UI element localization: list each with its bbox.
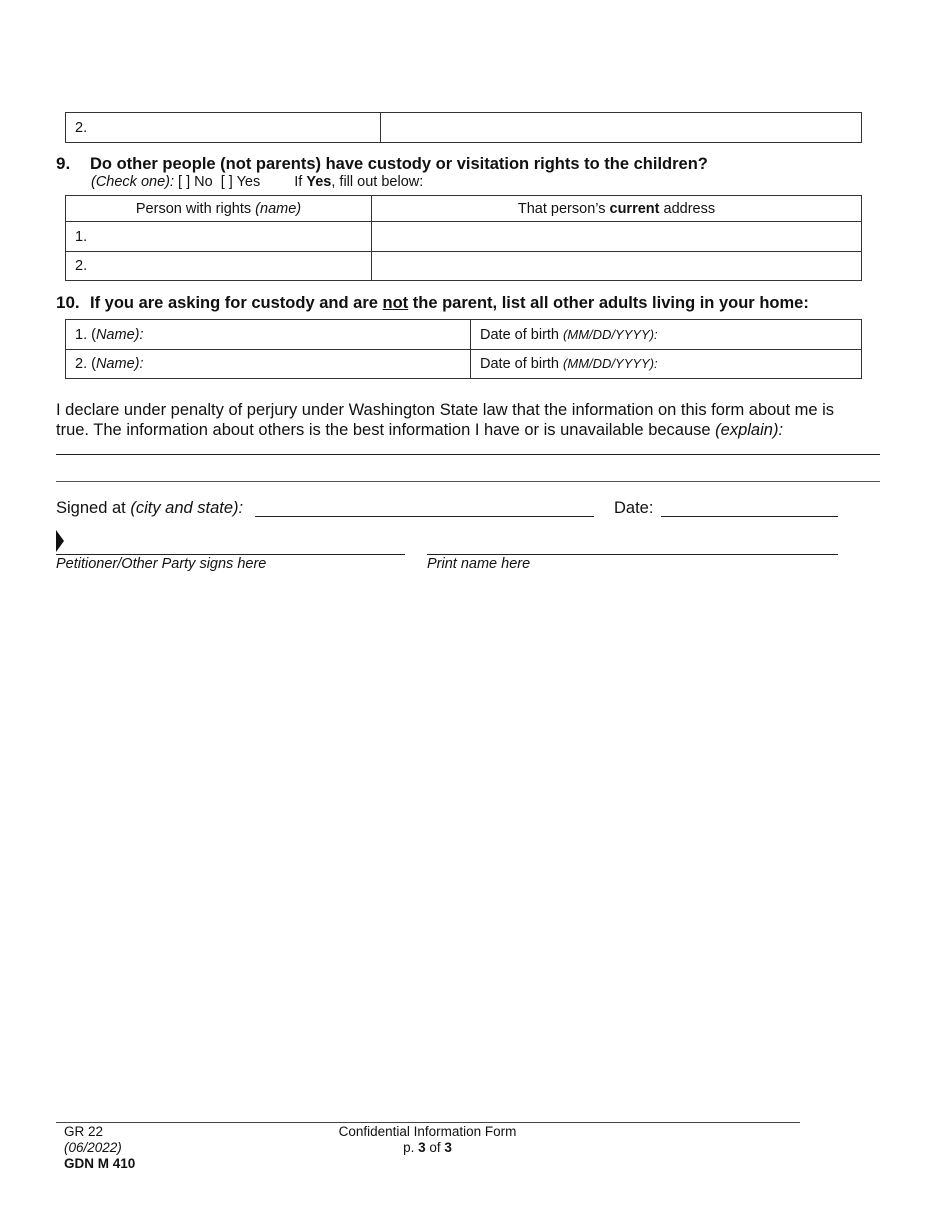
no-checkbox[interactable]: [ ] No xyxy=(178,174,213,190)
question-9-check-line xyxy=(91,174,423,190)
table-row xyxy=(66,350,862,379)
question-10-number: 10. xyxy=(56,293,80,312)
explain-line-2[interactable] xyxy=(56,481,880,482)
question-10 xyxy=(56,293,936,313)
person-name-cell[interactable]: 1. xyxy=(66,222,372,252)
table-row xyxy=(66,252,862,281)
table-row xyxy=(66,222,862,252)
question-9 xyxy=(56,154,926,174)
declaration-paragraph xyxy=(56,400,871,440)
footer-divider xyxy=(56,1122,800,1123)
form-code: GR 22 xyxy=(64,1124,104,1139)
person-with-rights-header: Person with rights (name) xyxy=(66,196,372,222)
current-address-header: That person’s current address xyxy=(372,196,862,222)
yes-checkbox[interactable]: [ ] Yes xyxy=(220,174,261,190)
person-address-cell[interactable] xyxy=(372,252,862,281)
check-one-label: (Check one): xyxy=(91,174,175,190)
question-9-text: Do other people (not parents) have custody or visitation rights to the children? xyxy=(90,155,708,173)
if-yes-instruction: If Yes, fill out below: xyxy=(294,174,424,190)
adult-dob-cell[interactable]: Date of birth (MM/DD/YYYY): xyxy=(471,350,862,379)
person-address-cell[interactable] xyxy=(372,222,862,252)
explain-line-1[interactable] xyxy=(56,454,880,455)
signed-at-label: Signed at (city and state): xyxy=(56,499,244,517)
other-adults-table xyxy=(65,319,862,379)
form-title: Confidential Information Form xyxy=(338,1124,517,1139)
date-label: Date: xyxy=(614,499,654,517)
print-name-line[interactable] xyxy=(427,554,838,555)
previous-table xyxy=(65,112,862,143)
table-row xyxy=(66,320,862,350)
question-10-text: If you are asking for custody and are not the parent, list all other adults living in your home: xyxy=(90,294,809,312)
form-revision: (06/2022) xyxy=(64,1140,122,1155)
sign-here-arrow-icon xyxy=(56,530,65,552)
person-name-cell[interactable]: 2. xyxy=(66,252,372,281)
prev-table-address-cell[interactable] xyxy=(381,113,862,143)
declaration-text: I declare under penalty of perjury under Washington State law that the information on this form about me is true. The information about others is the best information I have or is unavailable because xyxy=(56,401,835,439)
adult-name-cell[interactable]: 1. (Name): xyxy=(66,320,471,350)
adult-dob-cell[interactable]: Date of birth (MM/DD/YYYY): xyxy=(471,320,862,350)
adult-name-cell[interactable]: 2. (Name): xyxy=(66,350,471,379)
city-state-line[interactable] xyxy=(255,516,594,517)
signature-line[interactable] xyxy=(56,554,405,555)
footer-form-info xyxy=(64,1124,135,1172)
footer-center xyxy=(300,1124,555,1156)
custody-rights-table xyxy=(65,195,862,281)
page-number: p. 3 of 3 xyxy=(403,1140,452,1155)
print-name-label: Print name here xyxy=(427,556,531,572)
explain-label: (explain): xyxy=(715,421,784,439)
prev-table-row-number: 2. xyxy=(66,113,381,143)
form-id: GDN M 410 xyxy=(64,1156,136,1171)
petitioner-signs-label: Petitioner/Other Party signs here xyxy=(56,556,267,572)
date-line[interactable] xyxy=(661,516,838,517)
custody-rights-header xyxy=(66,196,862,222)
question-9-number: 9. xyxy=(56,154,71,173)
